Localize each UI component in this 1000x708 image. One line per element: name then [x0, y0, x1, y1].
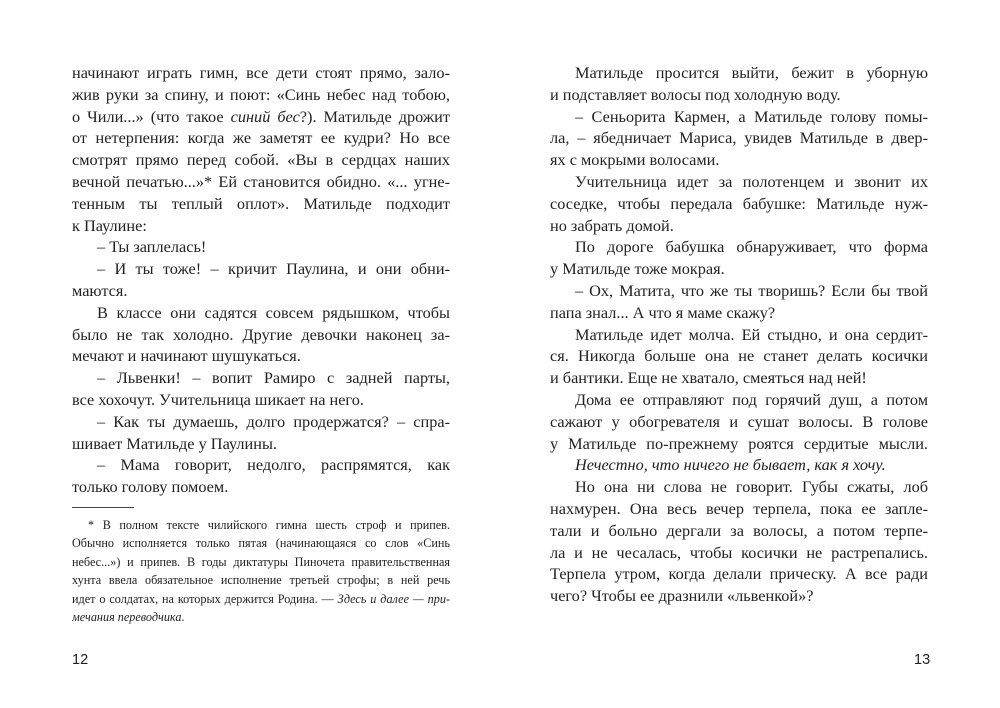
text-line: и подставляет волосы под холодную воду. — [550, 84, 841, 104]
footnote-line: идет о солдатах, на которых держится Родина. — Здесь и далее — при- — [72, 591, 450, 606]
text-line: было не так холодно. Другие девочки наконец за- — [72, 324, 450, 344]
page-number-left: 12 — [72, 652, 89, 668]
footnote — [72, 516, 450, 626]
text-line: – Ох, Матита, что же ты творишь? Если бы твой — [575, 280, 928, 300]
text-line: ся. Никогда больше она не станет делать косички — [550, 346, 928, 366]
footnote-line: мечания переводчика. — [72, 609, 185, 624]
text-line: – Мама говорит, недолго, распрямятся, как — [97, 455, 450, 475]
text-line: смотрят прямо перед собой. «Вы в сердцах наших — [72, 150, 450, 170]
text-line: соседке, чтобы передала бабушке: Матильде нуж- — [550, 193, 928, 213]
text-line: сажают у обогревателя и сушат волосы. В голове — [550, 411, 928, 431]
text-line: жив руки за спину, и поют: «Синь небес над тобою, — [72, 84, 450, 104]
text-line: шивает Матильде у Паулины. — [72, 433, 277, 453]
right-page — [500, 0, 1000, 708]
text-line: маются. — [72, 280, 128, 300]
footnote-line: * В полном тексте чилийского гимна шесть строф и припев. — [88, 518, 450, 532]
text-line: у Матильде тоже мокрая. — [550, 259, 725, 279]
text-line: о Чили...» (что такое синий бес?). Матильде дрожит — [72, 106, 450, 126]
footnote-divider — [72, 507, 134, 508]
page-number-right: 13 — [914, 652, 931, 668]
text-line: ла и не чесалась, чтобы косички не растрепались. — [550, 542, 928, 562]
footnote-line: небес...») и припев. В годы диктатуры Пиночета правительственная — [72, 554, 450, 569]
italic-phrase: синий бес — [230, 106, 300, 126]
italic-phrase: Здесь и далее — при- — [337, 591, 450, 606]
text-line: папа знал... А что я маме скажу? — [550, 302, 776, 322]
text-line: Матильде идет молча. Ей стыдно, и она сердит- — [575, 324, 928, 344]
left-body-text — [72, 62, 450, 498]
text-line — [550, 454, 928, 476]
footnote-line: Обычно исполняется только пятая (начинающаяся со слов «Синь — [72, 536, 450, 551]
text-line: и бантики. Еще не хватало, смеяться над ней! — [550, 368, 867, 388]
text-line: начинают играть гимн, все дети стоят прямо, зало- — [72, 63, 450, 82]
text-line: вечной печатью...»* Ей становится обидно. «... угне- — [72, 171, 450, 191]
text-line: – Ты заплелась! — [97, 237, 207, 257]
text-line: тали и больно дергали за волосы, а потом терпе- — [550, 520, 928, 540]
italic-phrase: мечания переводчика — [72, 609, 182, 624]
text-line: к Паулине: — [72, 215, 147, 235]
text-line: Терпела утром, когда делали прическу. А все ради — [550, 564, 928, 584]
text-line: – Львенки! – вопит Рамиро с задней парты, — [97, 368, 450, 388]
text-line: Матильде просится выйти, бежит в уборную — [575, 63, 928, 82]
text-line: Учительница идет за полотенцем и звонит их — [575, 171, 928, 191]
text-line: ях с мокрыми волосами. — [550, 150, 720, 170]
text-line: – И ты тоже! – кричит Паулина, и они обни- — [97, 259, 450, 279]
text-line: нахмурен. Она весь вечер терпела, пока ее запле- — [550, 498, 928, 518]
text-line: все хохочут. Учительница шикает на него. — [72, 389, 364, 409]
right-body-text — [550, 62, 928, 607]
text-line: мечают и начинают шушукаться. — [72, 346, 301, 366]
text-line: – Сеньорита Кармен, а Матильде голову помы- — [575, 106, 928, 126]
text-line: ла, – ябедничает Мариса, увидев Матильде в двер- — [550, 128, 928, 148]
text-line: Дома ее отправляют под горячий душ, а потом — [575, 389, 928, 409]
text-line: Но она ни слова не говорит. Губы сжаты, лоб — [575, 477, 928, 497]
text-line: чего? Чтобы ее дразнили «львенкой»? — [550, 586, 814, 606]
text-line: только голову помоем. — [72, 477, 229, 497]
footnote-line: хунта ввела обязательное исполнение третьей строфы; в ней речь — [72, 573, 450, 588]
text-line: В классе они садятся совсем рядышком, чтобы — [97, 302, 450, 322]
text-line: – Как ты думаешь, долго продержатся? – спра- — [97, 411, 450, 431]
text-line: По дороге бабушка обнаруживает, что форма — [575, 237, 928, 257]
text-line: от нетерпения: когда же заметят ее кудри? Но все — [72, 128, 450, 148]
text-line: у Матильде по-прежнему роятся сердитые мысли. — [550, 433, 928, 453]
text-line: но забрать домой. — [550, 215, 674, 235]
italic-phrase: Нечестно, что ничего не бывает, как я хочу. — [575, 455, 886, 475]
text-line: тенным ты теплый оплот». Матильде подходит — [72, 193, 450, 213]
